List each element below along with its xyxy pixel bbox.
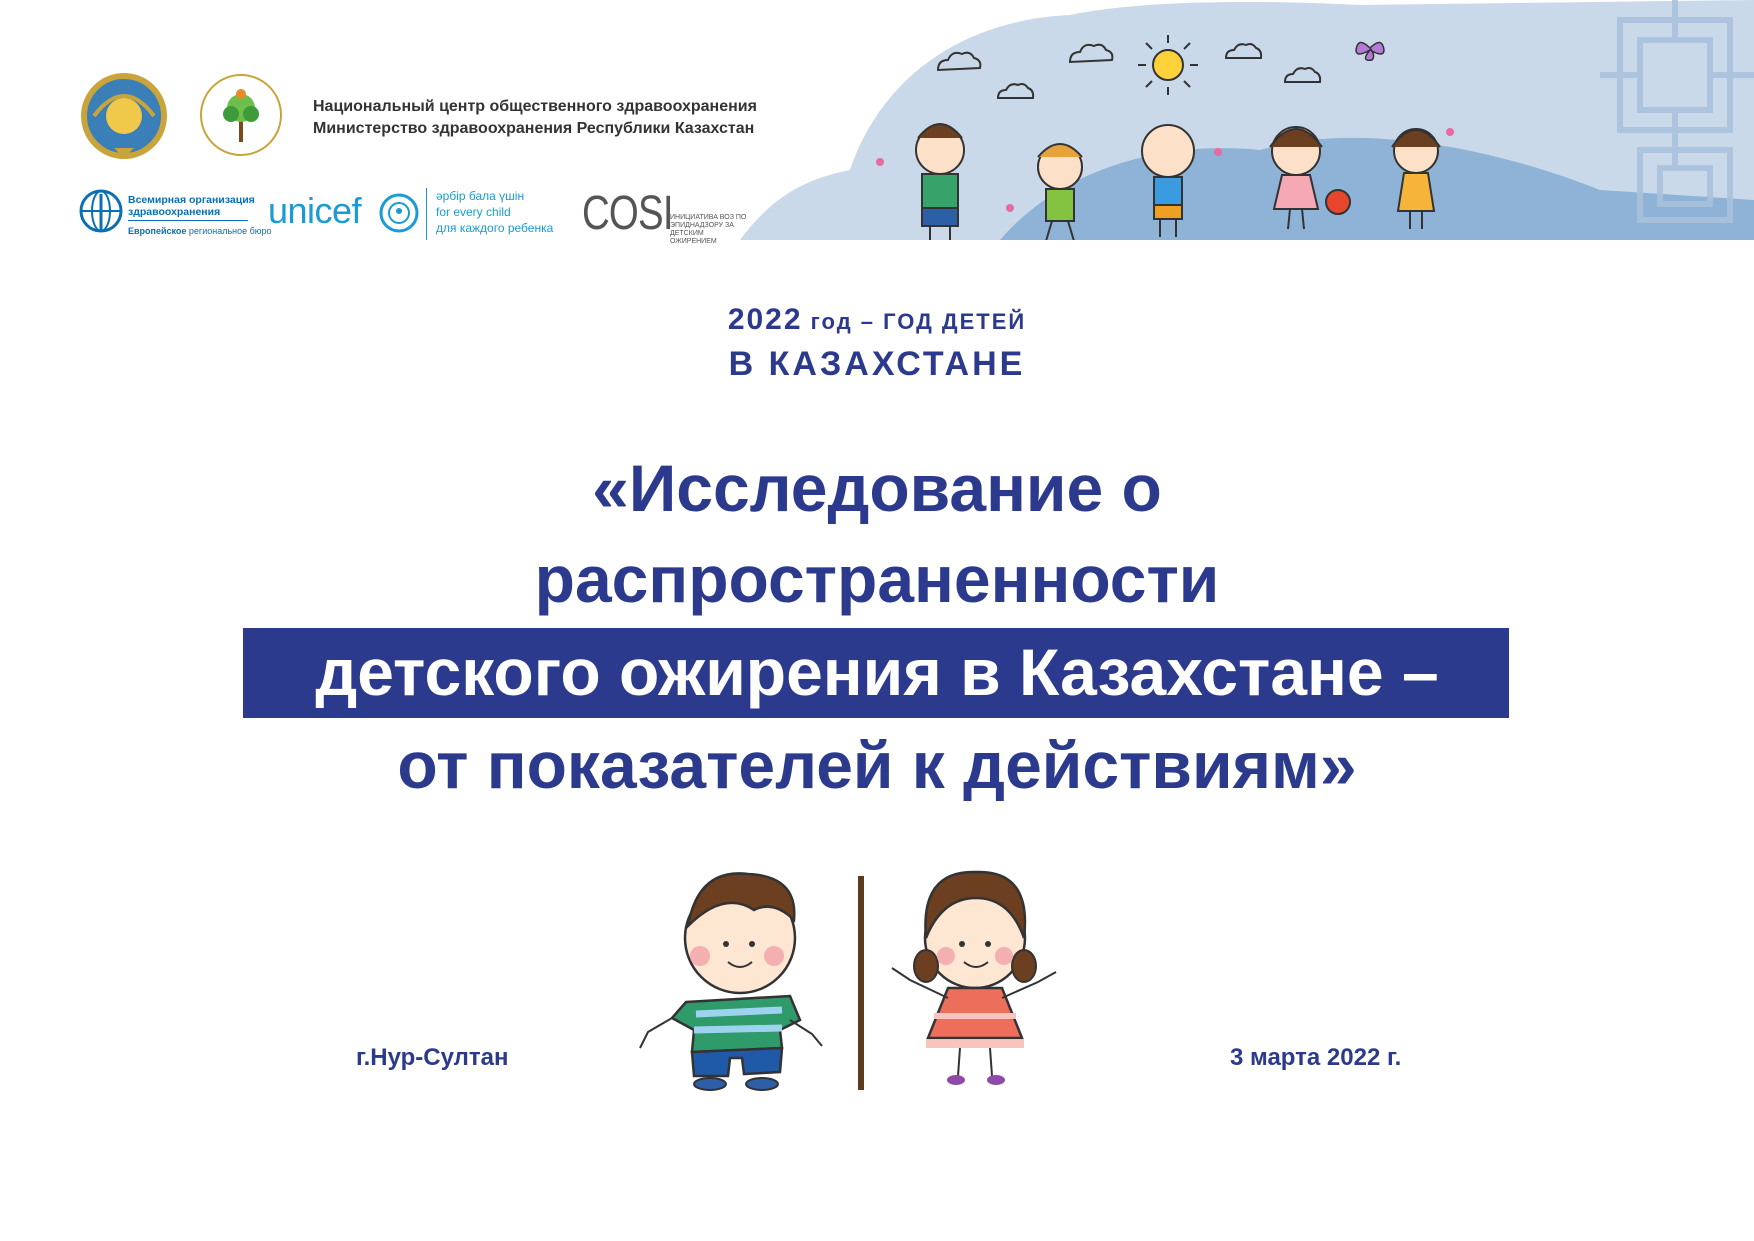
title-line-3: детского ожирения в Казахстане –: [315, 635, 1439, 709]
unicef-tagline-ru: для каждого ребенка: [436, 221, 554, 235]
organization-names: [313, 96, 757, 140]
unicef-wordmark: unicef: [268, 190, 362, 231]
org-name-line-2: Министерство здравоохранения Республики Казахстан: [313, 120, 755, 137]
who-name-line-2: здравоохранения: [128, 206, 221, 218]
who-emblem-icon: [78, 188, 124, 234]
who-region-rest: региональное бюро: [186, 226, 272, 236]
year-of-children-heading: [0, 300, 1754, 384]
title-line-2: распространенности: [534, 542, 1220, 616]
health-center-tree-logo-icon: [198, 72, 284, 158]
year-heading-line-1: год – ГОД ДЕТЕЙ: [802, 309, 1027, 334]
girl-figure: [892, 872, 1056, 1085]
who-name-line-1: Всемирная организация: [128, 194, 255, 206]
unicef-logo: [268, 184, 568, 244]
year-number: 2022: [727, 303, 803, 336]
unicef-divider: [426, 188, 427, 240]
boy-figure: [640, 873, 822, 1090]
cosi-note: ИНИЦИАТИВА ВОЗ ПО ЭПИДНАДЗОРУ ЗА ДЕТСКИМ ОЖИРЕНИЕМ: [670, 214, 747, 245]
title-line-4: от показателей к действиям»: [397, 728, 1357, 802]
cosi-wordmark: COSI: [582, 187, 673, 240]
title-line-1: «Исследование о: [592, 451, 1162, 525]
who-divider: [128, 220, 248, 221]
kazakhstan-emblem-icon: [80, 72, 168, 160]
date-text: 3 марта 2022 г.: [1230, 1044, 1402, 1071]
who-logo: [78, 184, 272, 242]
boy-and-girl-illustration: [630, 868, 1130, 1098]
banner-kid-1: [916, 124, 964, 240]
year-heading-line-2: В КАЗАХСТАНЕ: [728, 345, 1026, 383]
cosi-logo: [582, 186, 747, 245]
divider-post: [858, 876, 864, 1090]
header-banner-illustration: [740, 0, 1754, 240]
unicef-tagline-en: for every child: [436, 205, 511, 219]
ball-icon: [1326, 190, 1350, 214]
location-text: г.Нур-Султан: [356, 1044, 509, 1071]
who-region-bold: Европейское: [128, 226, 187, 236]
unicef-emblem-icon: [378, 192, 420, 234]
unicef-tagline-kk: әрбір бала үшін: [436, 189, 525, 203]
org-name-line-1: Национальный центр общественного здравоохранения: [313, 98, 757, 115]
